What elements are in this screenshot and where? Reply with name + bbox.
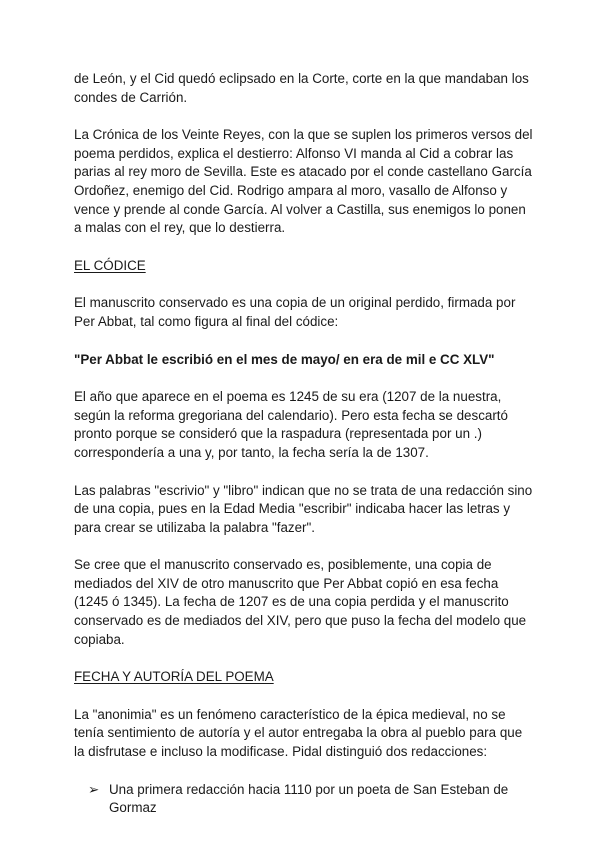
quote-per-abbat: "Per Abbat le escribió en el mes de mayo/ en era de mil e CC XLV": [74, 351, 495, 367]
list-item: [88, 781, 534, 818]
arrow-bullet-icon: ➢: [88, 781, 100, 797]
paragraph-cronica: La Crónica de los Veinte Reyes, con la que se suplen los primeros versos del poema perdidos, explica el destierro: Alfonso VI manda al Cid a cobrar las parias al rey moro de Sevilla. Este es atacado por el conde castellano García Ordoñez, enemigo del Cid. Rodrigo ampara al moro, vasallo de Alfonso y vence y prende al conde García. Al volver a Castilla, sus enemigos lo ponen a malas con el rey, que lo destierra.: [74, 127, 533, 236]
paragraph-palabras: Las palabras "escrivio" y "libro" indican que no se trata de una redacción sino de una copia, pues en la Edad Media "escribir" indicaba hacer las letras y para crear se utilizaba la palabra "fazer".: [74, 482, 533, 535]
paragraph-anio: El año que aparece en el poema es 1245 de su era (1207 de la nuestra, según la reforma gregoriana del calendario). Pero esta fecha se descartó pronto porque se consideró que la raspadura (representada por un .) correspondería a una y, por tanto, la fecha sería la de 1307.: [74, 389, 508, 460]
list-item-text: Una primera redacción hacia 1110 por un poeta de San Esteban de Gormaz: [109, 781, 509, 816]
section-heading-codice: EL CÓDICE: [74, 257, 146, 273]
paragraph-cree: Se cree que el manuscrito conservado es, posiblemente, una copia de mediados del XIV de otro manuscrito que Per Abbat copió en esa fecha (1245 ó 1345). La fecha de 1207 es de una copia perdida y el manuscrito conservado es de mediados del XIV, pero que puso la fecha del modelo que copiaba.: [74, 557, 527, 647]
paragraph-anonimia: La "anonimia" es un fenómeno característico de la épica medieval, no se tenía sentimiento de autoría y el autor entregaba la obra al pueblo para que la disfrutase e incluso la modificase. Pidal distinguió dos redacciones:: [74, 706, 523, 760]
section-heading-fecha: FECHA Y AUTORÍA DEL POEMA: [74, 669, 274, 685]
document-page: [74, 70, 534, 818]
paragraph-manuscrito: El manuscrito conservado es una copia de un original perdido, firmada por Per Abbat, tal como figura al final del códice:: [74, 295, 516, 329]
paragraph-intro: de León, y el Cid quedó eclipsado en la Corte, corte en la que mandaban los condes de Carrión.: [74, 71, 529, 105]
